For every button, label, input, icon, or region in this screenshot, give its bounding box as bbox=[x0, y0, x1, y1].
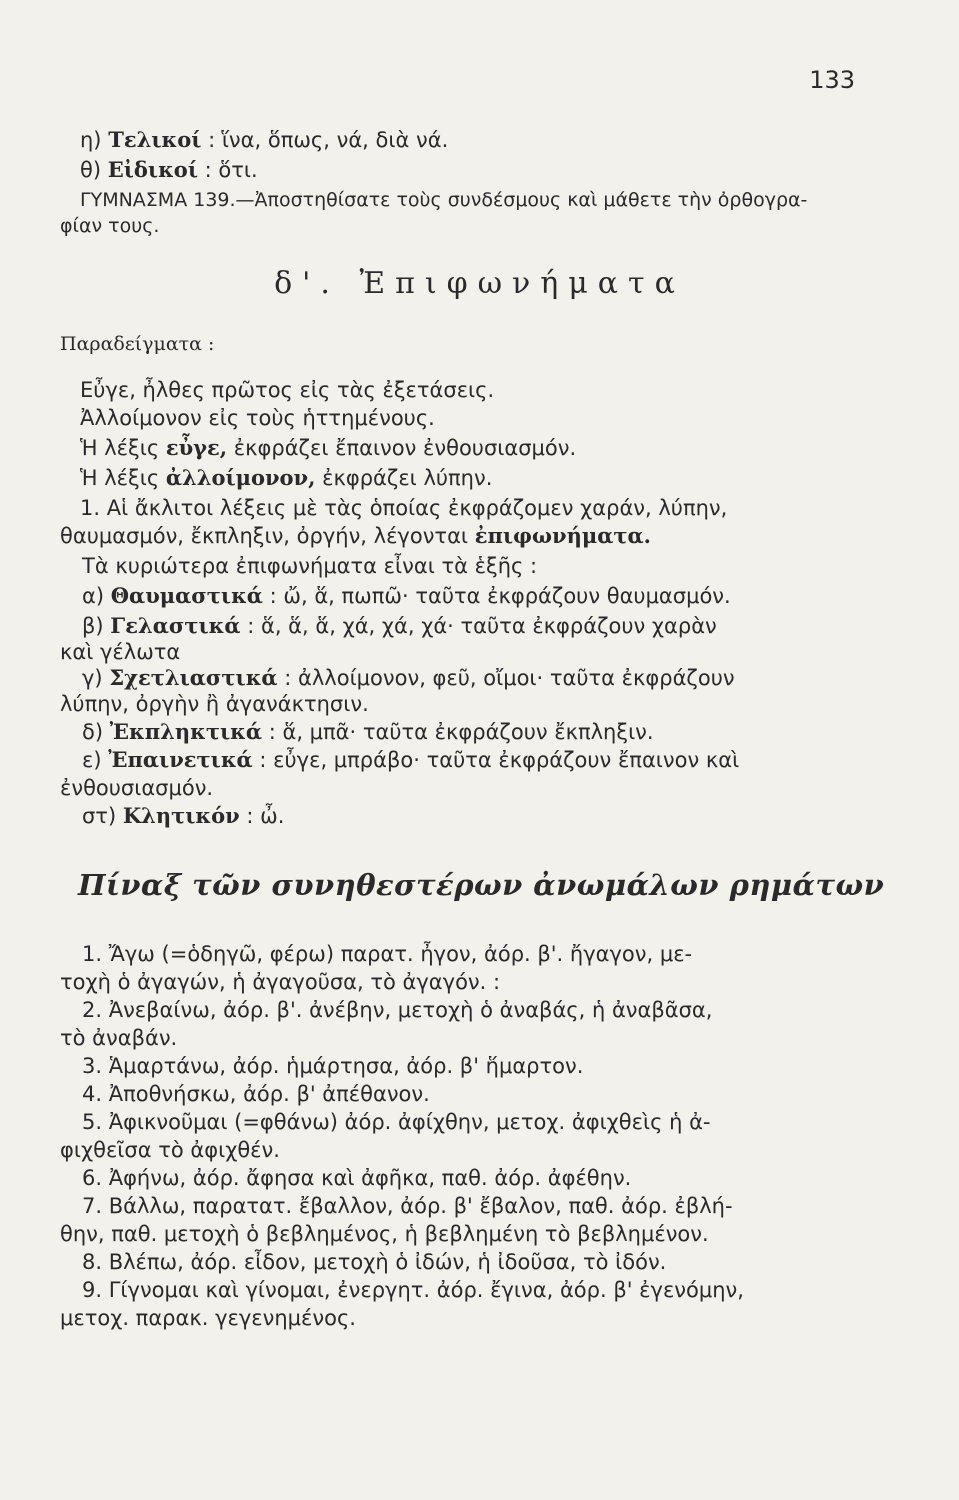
page-number: 133 bbox=[809, 66, 855, 94]
item-term: Γελαστικά bbox=[110, 613, 241, 638]
verb-entry: 2. Ἀνεβαίνω, ἀόρ. β'. ἀνέβην, μετοχὴ ὁ ἀναβάς, ἡ ἀναβᾶσα, bbox=[82, 998, 713, 1022]
list-item-continuation: ἐνθουσιασμόν. bbox=[60, 776, 214, 800]
item-term: Τελικοί bbox=[108, 127, 202, 152]
exercise-line: φίαν τους. bbox=[60, 215, 160, 237]
item-label: ε) bbox=[82, 748, 102, 772]
section-heading: δ'. Ἐπιφωνήματα bbox=[274, 266, 685, 301]
verb-entry: 1. Ἄγω (=ὁδηγῶ, φέρω) παρατ. ἦγον, ἀόρ. β'. ἤγαγον, με- bbox=[82, 942, 693, 966]
item-text: : ἅ, μπᾶ· ταῦτα ἐκφράζουν ἔκπληξιν. bbox=[268, 720, 654, 744]
item-text: : ὅτι. bbox=[204, 158, 258, 182]
verb-entry-continuation: μετοχ. παρακ. γεγενημένος. bbox=[60, 1306, 356, 1330]
verb-entry: 5. Ἀφικνοῦμαι (=φθάνω) ἀόρ. ἀφίχθην, μετοχ. ἀφιχθεὶς ἡ ἀ- bbox=[82, 1110, 711, 1134]
item-text: : ἀλλοίμονον, φεῦ, οἴμοι· ταῦτα ἐκφράζουν bbox=[284, 666, 735, 690]
item-label: γ) bbox=[82, 666, 103, 690]
verb-entry: 6. Ἀφήνω, ἀόρ. ἄφησα καὶ ἀφῆκα, παθ. ἀόρ. ἀφέθην. bbox=[82, 1166, 632, 1190]
list-item bbox=[82, 746, 872, 774]
rule-term: ἐπιφωνήματα. bbox=[474, 523, 651, 548]
example-term: ἀλλοίμονον, bbox=[165, 465, 316, 490]
verb-entry: 3. Ἁμαρτάνω, ἀόρ. ἡμάρτησα, ἀόρ. β' ἥμαρτον. bbox=[82, 1054, 584, 1078]
verb-entry-continuation: φιχθεῖσα τὸ ἀφιχθέν. bbox=[60, 1138, 280, 1162]
example-line: Εὖγε, ἦλθες πρῶτος εἰς τὰς ἐξετάσεις. bbox=[80, 378, 495, 402]
list-item bbox=[82, 802, 872, 830]
verb-entry-continuation: τὸ ἀναβάν. bbox=[60, 1026, 178, 1050]
item-term: Σχετλιαστικά bbox=[109, 665, 278, 690]
item-text: : ἅ, ἅ, ἅ, χά, χά, χά· ταῦτα ἐκφράζουν χαρὰν bbox=[247, 614, 717, 638]
list-item bbox=[82, 612, 872, 640]
example-text: Ἡ λέξις bbox=[80, 466, 160, 490]
example-line bbox=[80, 464, 870, 492]
verb-entry: 4. Ἀποθνήσκω, ἀόρ. β' ἀπέθανον. bbox=[82, 1082, 430, 1106]
item-text: : ἵνα, ὅπως, νά, διὰ νά. bbox=[208, 128, 449, 152]
verb-entry-continuation: τοχὴ ὁ ἀγαγών, ἡ ἀγαγοῦσα, τὸ ἀγαγόν. : bbox=[60, 970, 501, 994]
table-heading: Πίναξ τῶν συνηθεστέρων ἀνωμάλων ρημάτων bbox=[78, 868, 885, 902]
rule-line: 1. Αἱ ἄκλιτοι λέξεις μὲ τὰς ὁποίας ἐκφράζομεν χαράν, λύπην, bbox=[80, 496, 728, 520]
list-item bbox=[82, 718, 872, 746]
item-term: Ἐκπληκτικά bbox=[109, 719, 263, 744]
item-text: : ὤ, ἅ, πωπῶ· ταῦτα ἐκφράζουν θαυμασμόν. bbox=[269, 584, 731, 608]
verb-entry: 7. Βάλλω, παρατατ. ἔβαλλον, ἀόρ. β' ἔβαλον, παθ. ἀόρ. ἐβλή- bbox=[82, 1194, 733, 1218]
item-label: στ) bbox=[82, 804, 117, 828]
item-label: α) bbox=[82, 584, 105, 608]
item-term: Εἰδικοί bbox=[107, 157, 198, 182]
item-label: θ) bbox=[80, 158, 102, 182]
item-text: : εὖγε, μπράβο· ταῦτα ἐκφράζουν ἔπαινον καὶ bbox=[259, 748, 740, 772]
rule-line: Τὰ κυριώτερα ἐπιφωνήματα εἶναι τὰ ἑξῆς : bbox=[82, 554, 538, 578]
list-item bbox=[82, 582, 872, 610]
item-label: η) bbox=[80, 128, 102, 152]
example-line: Ἀλλοίμονον εἰς τοὺς ἡττημένους. bbox=[80, 406, 435, 430]
example-text: Ἡ λέξις bbox=[80, 436, 160, 460]
list-item bbox=[80, 156, 870, 184]
list-item-continuation: λύπην, ὀργὴν ἢ ἀγανάκτησιν. bbox=[60, 692, 369, 716]
example-text: ἐκφράζει λύπην. bbox=[322, 466, 493, 490]
verb-entry: 9. Γίγνομαι καὶ γίνομαι, ἐνεργητ. ἀόρ. ἔγινα, ἀόρ. β' ἐγενόμην, bbox=[82, 1278, 744, 1302]
example-term: εὖγε, bbox=[165, 435, 228, 460]
list-item bbox=[82, 664, 872, 692]
item-label: δ) bbox=[82, 720, 104, 744]
example-line bbox=[80, 434, 870, 462]
rule-text: θαυμασμόν, ἔκπληξιν, ὀργήν, λέγονται bbox=[60, 524, 469, 548]
list-item-continuation: καὶ γέλωτα bbox=[60, 640, 181, 664]
example-text: ἐκφράζει ἔπαινον ἐνθουσιασμόν. bbox=[233, 436, 577, 460]
list-item bbox=[80, 126, 870, 154]
item-term: Κλητικόν bbox=[122, 803, 240, 828]
item-label: β) bbox=[82, 614, 104, 638]
verb-entry: 8. Βλέπω, ἀόρ. εἶδον, μετοχὴ ὁ ἰδών, ἡ ἰδοῦσα, τὸ ἰδόν. bbox=[82, 1250, 667, 1274]
item-term: Θαυμαστικά bbox=[110, 583, 263, 608]
rule-line bbox=[60, 522, 850, 550]
exercise-line: ΓΥΜΝΑΣΜΑ 139.—Ἀποστηθίσατε τοὺς συνδέσμους καὶ μάθετε τὴν ὀρθογρα- bbox=[80, 189, 808, 211]
examples-label: Παραδείγματα : bbox=[60, 333, 215, 355]
item-text: : ὦ. bbox=[246, 804, 285, 828]
verb-entry-continuation: θην, παθ. μετοχὴ ὁ βεβλημένος, ἡ βεβλημένη τὸ βεβλημένον. bbox=[60, 1222, 709, 1246]
item-term: Ἐπαινετικά bbox=[108, 747, 253, 772]
